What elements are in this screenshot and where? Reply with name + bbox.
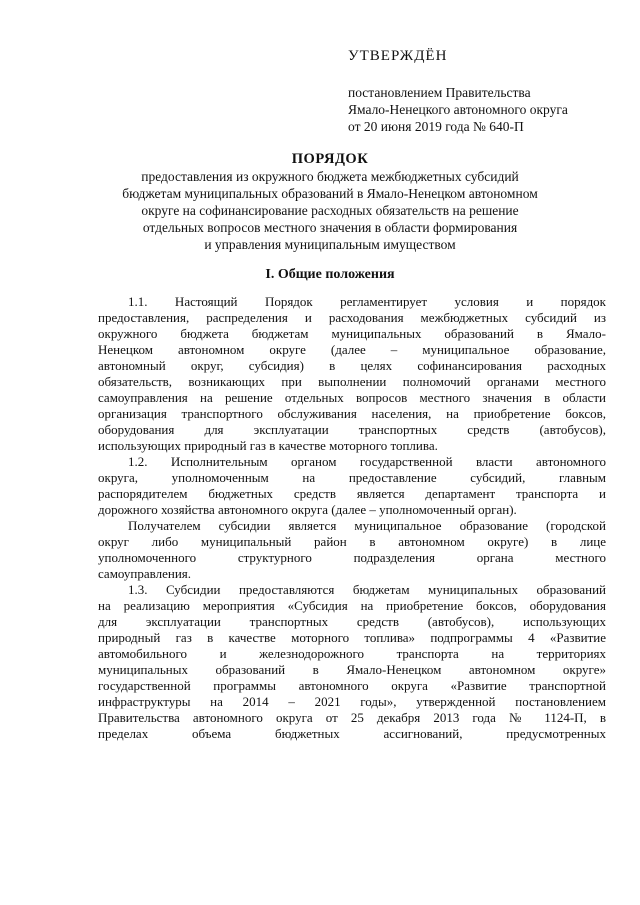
paragraph-line: самоуправления на решение отдельных вопросов местного значения в области	[98, 390, 606, 405]
paragraph-line: на реализацию мероприятия «Субсидия на приобретение боксов, оборудования	[98, 598, 606, 613]
paragraph-line: округ либо муниципальный район в автономном округе) в лице	[98, 534, 606, 549]
document-body	[98, 294, 606, 742]
paragraph-line: уполномоченного структурного подразделения органа местного	[98, 550, 606, 565]
document-subtitle-line: предоставления из окружного бюджета межбюджетных субсидий	[141, 169, 519, 184]
document-subtitle-line: округе на софинансирование расходных обязательств на решение	[141, 203, 519, 218]
paragraph-line: 1.1. Настоящий Порядок регламентирует условия и порядок	[128, 294, 606, 309]
paragraph-line: округа, уполномоченным на предоставление субсидий, главным	[98, 470, 606, 485]
paragraph-line: для эксплуатации транспортных средств (автобусов), использующих	[98, 614, 606, 629]
paragraph-line: использующих природный газ в качестве моторного топлива.	[98, 438, 438, 453]
paragraph-1-1	[98, 294, 606, 454]
paragraph-line: Правительства автономного округа от 25 декабря 2013 года № 1124-П, в	[98, 710, 606, 725]
document-title: ПОРЯДОК	[291, 151, 369, 167]
document-subtitle-line: отдельных вопросов местного значения в области формирования	[142, 220, 518, 235]
paragraph-line: организация транспортного обслуживания населения, на приобретение боксов,	[98, 406, 606, 421]
approval-line: постановлением Правительства	[348, 85, 531, 100]
paragraph-1-2	[98, 454, 606, 518]
document-subtitle-line: бюджетам муниципальных образований в Ямало-Ненецком автономном	[122, 186, 538, 201]
paragraph-recipient	[98, 518, 606, 582]
paragraph-line: природный газ в качестве моторного топлива» подпрограммы 4 «Развитие	[98, 630, 606, 645]
paragraph-line: оборудования для эксплуатации транспортных средств (автобусов),	[98, 422, 606, 437]
approval-block	[348, 46, 618, 135]
paragraph-line: дорожного хозяйства автономного округа (далее – уполномоченный орган).	[98, 502, 517, 517]
document-title-block	[70, 150, 590, 253]
paragraph-line: пределах объема бюджетных ассигнований, предусмотренных	[98, 726, 606, 741]
paragraph-line: государственной программы автономного округа «Развитие транспортной	[98, 678, 606, 693]
paragraph-line: автомобильного и железнодорожного транспорта на территориях	[98, 646, 606, 661]
paragraph-line: автономный округ, субсидия) в целях софинансирования расходных	[98, 358, 606, 373]
paragraph-1-3	[98, 582, 606, 742]
paragraph-line: 1.2. Исполнительным органом государственной власти автономного	[128, 454, 606, 469]
paragraph-line: муниципальных образований в Ямало-Ненецком автономном округе»	[98, 662, 606, 677]
section-heading: I. Общие положения	[265, 267, 395, 282]
paragraph-line: инфраструктуры на 2014 – 2021 годы», утвержденной постановлением	[98, 694, 606, 709]
document-subtitle-line: и управления муниципальным имуществом	[204, 237, 456, 252]
paragraph-line: обязательств, возникающих при выполнении полномочий органами местного	[98, 374, 606, 389]
paragraph-line: самоуправления.	[98, 566, 192, 581]
approval-line: Ямало-Ненецкого автономного округа	[348, 102, 568, 117]
paragraph-line: Получателем субсидии является муниципальное образование (городской	[128, 518, 606, 533]
paragraph-line: окружного бюджета бюджетам муниципальных образований в Ямало-	[98, 326, 606, 341]
paragraph-line: распорядителем бюджетных средств является департамент транспорта и	[98, 486, 606, 501]
paragraph-line: предоставления, распределения и расходования межбюджетных субсидий из	[98, 310, 606, 325]
paragraph-line: 1.3. Субсидии предоставляются бюджетам муниципальных образований	[128, 582, 606, 597]
approval-line: от 20 июня 2019 года № 640-П	[348, 119, 524, 134]
paragraph-line: Ненецком автономном округе (далее – муниципальное образование,	[98, 342, 606, 357]
approval-stamp: УТВЕРЖДЁН	[348, 48, 448, 64]
